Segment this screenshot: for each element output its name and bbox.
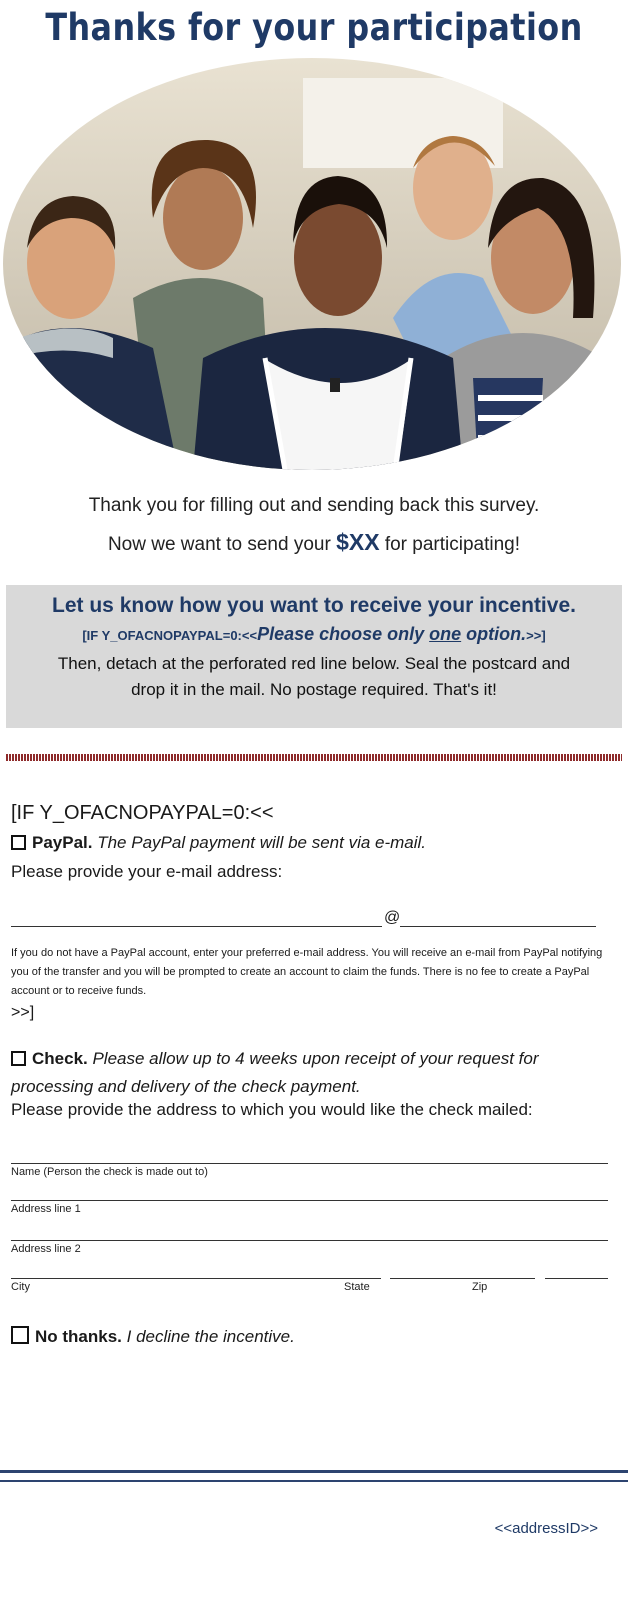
email-at-sign: @ bbox=[384, 909, 401, 926]
state-field[interactable] bbox=[390, 1278, 535, 1279]
incentive-amount: $XX bbox=[336, 529, 380, 555]
decline-checkbox[interactable] bbox=[11, 1326, 29, 1344]
check-option bbox=[11, 1045, 616, 1101]
email-domain-field[interactable] bbox=[400, 926, 596, 927]
name-caption: Name (Person the check is made out to) bbox=[11, 1166, 208, 1178]
check-label: Check. bbox=[32, 1049, 88, 1068]
paypal-checkbox[interactable] bbox=[11, 835, 26, 850]
page-title: Thanks for your participation bbox=[45, 6, 583, 49]
intro-text bbox=[0, 488, 628, 563]
address-line-1-field[interactable] bbox=[11, 1200, 608, 1201]
paypal-note: If you do not have a PayPal account, enter your preferred e-mail address. You will receive an e-mail from PayPal notifying you of the transfer and you will be prompted to create an account to claim the funds. There is no fee to create a PayPal account or to receive funds. bbox=[11, 947, 603, 997]
paypal-prompt: Please provide your e-mail address: bbox=[11, 862, 283, 881]
intro-line-2-post: for participating! bbox=[379, 534, 521, 555]
zip-field[interactable] bbox=[545, 1278, 608, 1279]
intro-line-2-pre: Now we want to send your bbox=[107, 534, 337, 555]
instructions-cond-em1: Please choose only bbox=[257, 624, 430, 644]
instructions-body: Then, detach at the perforated red line below. Seal the postcard and drop it in the mail. No postage required. That's it! bbox=[57, 654, 571, 699]
instructions-cond-post: >>] bbox=[526, 628, 546, 643]
check-checkbox[interactable] bbox=[11, 1051, 26, 1066]
instructions-box bbox=[6, 585, 622, 728]
instructions-condition bbox=[6, 624, 622, 645]
paypal-label: PayPal. bbox=[32, 833, 93, 852]
address-id: <<addressID>> bbox=[494, 1520, 598, 1537]
instructions-cond-em-underline: one bbox=[429, 624, 462, 644]
footer-rule-top bbox=[0, 1470, 628, 1473]
state-caption: State bbox=[344, 1281, 370, 1293]
name-field[interactable] bbox=[11, 1163, 608, 1164]
form-condition-open: [IF Y_OFACNOPAYPAL=0:<< bbox=[11, 802, 274, 824]
intro-line-1: Thank you for filling out and sending back this survey. bbox=[88, 495, 540, 516]
check-desc: Please allow up to 4 weeks upon receipt of your request for processing and delivery of the check payment. bbox=[11, 1049, 539, 1096]
email-user-field[interactable] bbox=[11, 926, 382, 927]
decline-option bbox=[11, 1326, 295, 1347]
form-condition-close: >>] bbox=[11, 1004, 35, 1021]
address-line-2-caption: Address line 2 bbox=[11, 1243, 81, 1255]
perforated-line bbox=[6, 754, 622, 761]
paypal-desc: The PayPal payment will be sent via e-mail. bbox=[92, 833, 427, 852]
decline-label: No thanks. bbox=[35, 1327, 122, 1346]
instructions-cond-em2: option. bbox=[461, 624, 527, 644]
intro-line-2 bbox=[0, 524, 628, 563]
city-field[interactable] bbox=[11, 1278, 381, 1279]
group-photo bbox=[3, 58, 621, 470]
address-line-1-caption: Address line 1 bbox=[11, 1203, 81, 1215]
city-caption: City bbox=[11, 1281, 30, 1293]
instructions-cond-pre: [IF Y_OFACNOPAYPAL=0:<< bbox=[82, 628, 258, 643]
address-line-2-field[interactable] bbox=[11, 1240, 608, 1241]
decline-desc: I decline the incentive. bbox=[121, 1327, 295, 1346]
zip-caption: Zip bbox=[472, 1281, 488, 1293]
paypal-option bbox=[11, 833, 426, 853]
instructions-heading: Let us know how you want to receive your incentive. bbox=[52, 594, 576, 617]
check-prompt: Please provide the address to which you would like the check mailed: bbox=[11, 1100, 533, 1119]
footer-rule-bottom bbox=[0, 1480, 628, 1482]
